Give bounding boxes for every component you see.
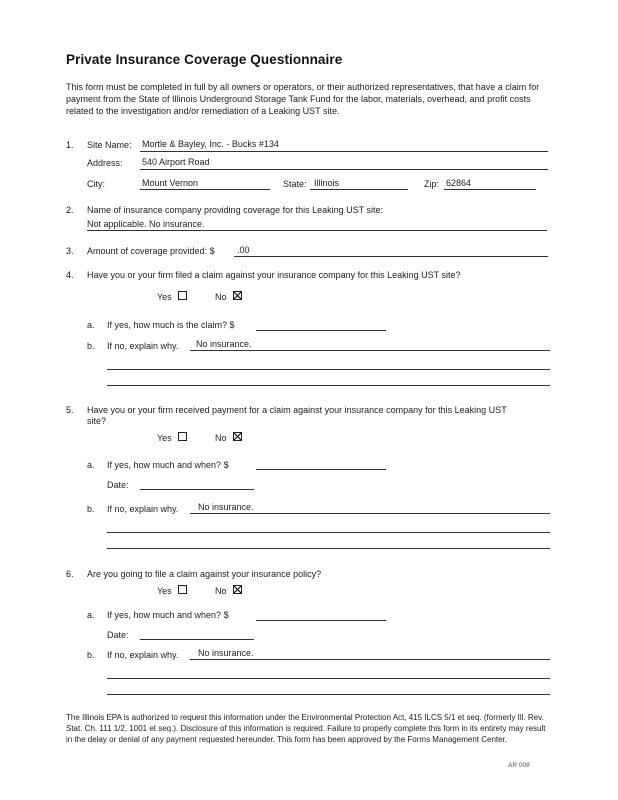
q6-no-checkbox[interactable] [233,585,242,594]
q6-no-label: No [215,586,227,596]
q5b-letter: b. [87,504,95,514]
q4b-text: If no, explain why. [107,341,179,351]
q4-no-checkbox[interactable] [233,291,242,300]
q3-amount-value[interactable]: .00 [237,245,250,255]
state-line [310,189,408,190]
q4-yes-label: Yes [157,292,172,302]
q3-number: 3. [66,246,74,256]
intro-paragraph: This form must be completed in full by all owners or operators, or their authorized representatives, that have a claim for payment from the State of Illinois Underground Storage Tank Fund for the labor, materials, overhead, and profit costs related to the investigation and/or remediation of a Leaking UST site. [66,82,540,116]
q4b-line-1 [190,350,550,351]
q4b-letter: b. [87,341,95,351]
q5-question-line1: Have you or your firm received payment for a claim against your insurance company for this Leaking UST [87,405,507,415]
q5b-line-2 [107,532,550,533]
q6-date-label: Date: [107,630,129,640]
q6a-amount-line[interactable] [256,620,386,621]
x-mark-icon [233,432,242,441]
q4-question: Have you or your firm filed a claim against your insurance company for this Leaking UST site? [87,270,461,280]
q6b-line-2 [107,678,550,679]
q4a-amount-line[interactable] [256,330,386,331]
q5a-letter: a. [87,460,95,470]
q1-number: 1. [66,140,74,150]
q6b-letter: b. [87,650,95,660]
q6a-text: If yes, how much and when? $ [107,610,229,620]
q5-date-line[interactable] [140,489,254,490]
q5b-line-3 [107,548,550,549]
q5b-answer[interactable]: No insurance. [198,502,254,512]
q6-number: 6. [66,569,74,579]
q4b-line-3 [107,385,550,386]
q5a-amount-line[interactable] [256,469,386,470]
q5-yes-label: Yes [157,433,172,443]
x-mark-icon [233,291,242,300]
address-value[interactable]: 540 Airport Road [142,157,210,167]
legal-footer: The Illinois EPA is authorized to request this information under the Environmental Protection Act, 415 ILCS 5/1 et seq. (formerly Ill. Rev. Stat. Ch. 111 1/2, 1001 et seq.). Disclosure of this information is required. Failure to properly complete this form in its entirety may result in the delay or denial of any payment requested hereunder. This form has been approved by the Forms Management Center. [66,713,546,744]
state-label: State: [283,179,307,189]
site-name-label: Site Name: [87,140,132,150]
q6-yes-checkbox[interactable] [178,585,187,594]
q3-amount-line [234,256,548,257]
q5a-text: If yes, how much and when? $ [107,460,229,470]
q6-question: Are you going to file a claim against your insurance policy? [87,569,322,579]
q5b-line-1 [190,513,550,514]
address-label: Address: [87,158,123,168]
q4-yes-checkbox[interactable] [178,291,187,300]
q4b-answer[interactable]: No insurance. [196,339,252,349]
q6-date-line[interactable] [140,639,254,640]
x-mark-icon [233,585,242,594]
q6b-text: If no, explain why. [107,650,179,660]
q6a-letter: a. [87,610,95,620]
address-line [140,169,548,170]
q6b-line-1 [190,659,550,660]
zip-value[interactable]: 62864 [446,178,472,188]
q5-question-line2: site? [87,416,107,426]
q2-number: 2. [66,205,74,215]
q4-number: 4. [66,270,74,280]
site-name-line [140,151,548,152]
q5-no-label: No [215,433,227,443]
zip-label: Zip: [424,179,440,189]
form-title: Private Insurance Coverage Questionnaire [66,52,343,67]
q4a-letter: a. [87,320,95,330]
q5-yes-checkbox[interactable] [178,432,187,441]
site-name-value[interactable]: Mortle & Bayley, Inc. - Bucks #134 [142,139,279,149]
form-code: AR 008 [508,762,530,769]
q6b-line-3 [107,694,550,695]
q6-yes-label: Yes [157,586,172,596]
q4b-line-2 [107,369,550,370]
city-line [140,189,270,190]
q5b-text: If no, explain why. [107,504,179,514]
q5-date-label: Date: [107,480,129,490]
city-label: City: [87,179,105,189]
city-value[interactable]: Mount Vernon [142,178,199,188]
q5-no-checkbox[interactable] [233,432,242,441]
state-value[interactable]: Illinois [314,178,340,188]
q4-no-label: No [215,292,227,302]
q2-answer-line [87,230,547,231]
q5-number: 5. [66,405,74,415]
q3-question: Amount of coverage provided: $ [87,246,215,256]
q4a-text: If yes, how much is the claim? $ [107,320,235,330]
q6b-answer[interactable]: No insurance. [198,648,254,658]
q2-answer[interactable]: Not applicable. No insurance. [87,219,205,229]
q2-question: Name of insurance company providing coverage for this Leaking UST site: [87,205,383,215]
zip-line [444,189,536,190]
